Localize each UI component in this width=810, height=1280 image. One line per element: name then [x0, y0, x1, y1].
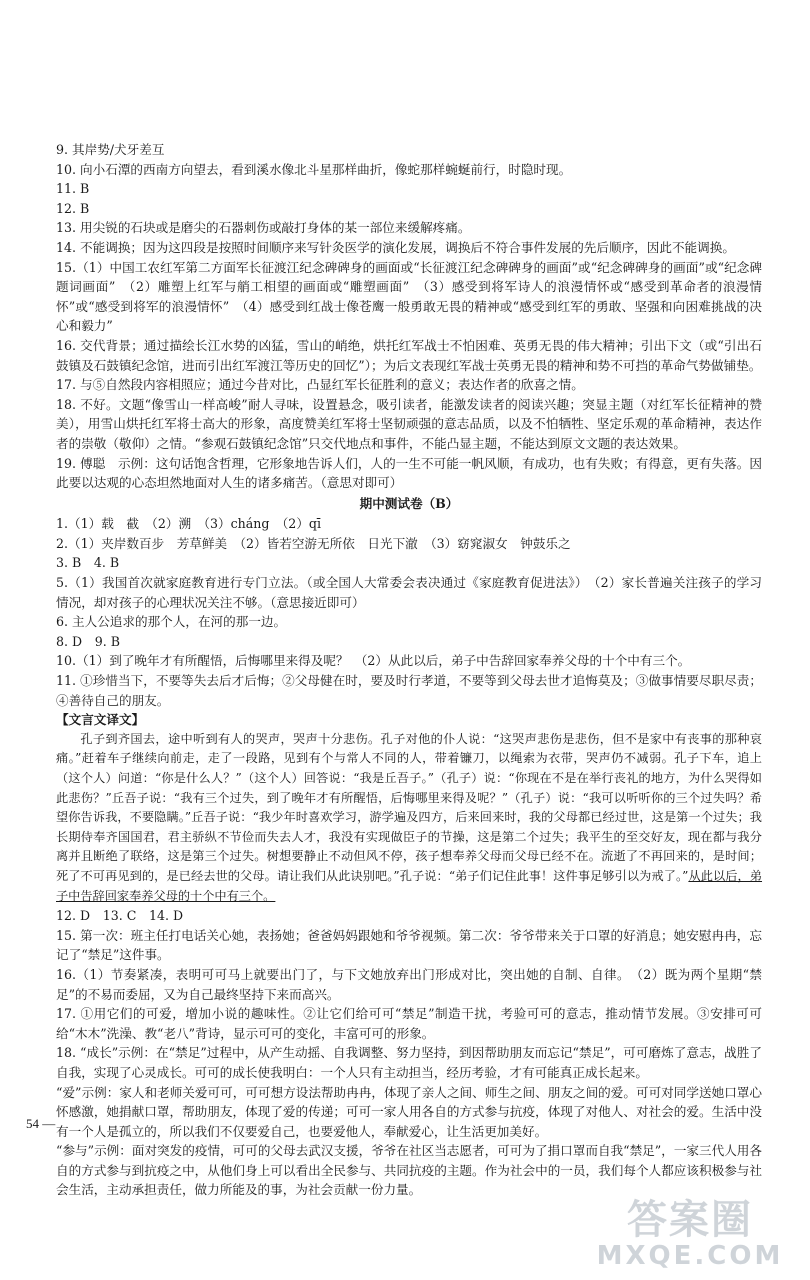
watermark-url: MXQE.COM: [596, 1241, 784, 1271]
answer-line: 10.（1）到了晚年才有所醒悟，后悔哪里来得及呢？ （2）从此以后，弟子中告辞回家奉养父母的十个中有三个。: [56, 653, 691, 669]
translation-tail: 从此以后，弟子中告辞回家奉养父母的十个中有三个。: [56, 868, 763, 903]
answer-line: 6. 主人公追求的那个人，在河的那一边。: [56, 614, 287, 630]
translation-body: 孔子到齐国去，途中听到有人的哭声，哭声十分悲伤。孔子对他的仆人说：“这哭声悲伤是悲伤，但不是家中有丧事的那种哀痛。”赶着车子继续向前走，走了一段路，见到有个与常人不同的人，带着镰刀，以绳索为衣带，哭声仍不减弱。孔子下车，追上（这个人）问道：“你是什么人？”（这个人）回答说：“我是丘吾子。”（孔子）说：“你现在不是在举行丧礼的地方，为什么哭得如此悲伤？”丘吾子说：“我有三个过失，到了晚年才有所醒悟，后悔哪里来得及呢？”（孔子）说：“我可以听听你的三个过失吗？希望你告诉我，不要隐瞒。”丘吾子说：“我少年时喜欢学习，游学遍及四方，后来回来时，我的父母都已经过世，这是第一个过失；我长期侍奉齐国国君，君主骄纵不节俭而失去人才，我没有实现做臣子的节操，这是第二个过失；我平生的至交好友，现在都与我分离并且断绝了联络，这是第三个过失。树想要静止不动但风不停，孩子想奉养父母而父母已经不在。流逝了不再回来的，是时间；死了不可再见到的，是已经去世的父母。请让我们从此诀别吧。”孔子说：“弟子们记住此事！这件事足够引以为戒了。”: [56, 731, 762, 883]
classical-translation: [56, 730, 762, 906]
answer-line: 19. 傅聪 示例：这句话饱含哲理，它形象地告诉人们，人的一生不可能一帆风顺，有成功，也有失败；有得意，更有失落。因此要以达观的心态坦然地面对人生的诸多痛苦。（意思对即可）: [56, 455, 762, 491]
answer-line: 2.（1）夹岸数百步 芳草鲜美 （2）皆若空游无所依 日光下澈 （3）窈窕淑女 钟鼓乐之: [56, 535, 571, 551]
answer-line: 16.（1）节奏紧凑，表明可可马上就要出门了，与下文她放弃出门形成对比，突出她的自制、自律。 （2）既为两个星期“禁足”的不易而委屈，又为自己最终坚持下来而高兴。: [56, 966, 762, 1002]
answer-line: “爱”示例：家人和老师关爱可可，可可想方设法帮助冉冉，体现了亲人之间、师生之间、朋友之间的爱。可可对同学送她口罩心怀感激，她捐献口罩，帮助朋友，体现了爱的传递；可可一家人用各自的方式参与抗疫，体现了对他人、对社会的爱。生活中没有一个人是孤立的，所以我们不仅要爱自己，也要爱他人，奉献爱心，让生活更加美好。: [56, 1084, 762, 1139]
answer-content: [56, 140, 762, 1200]
answer-line: 17. ①用它们的可爱，增加小说的趣味性。②让它们给可可“禁足”制造干扰，考验可可的意志，推动情节发展。③安排可可给“木木”洗澡、教“老八”背诗，显示可可的变化，丰富可可的形象。: [56, 1006, 762, 1041]
answer-line: 13. 用尖锐的石块或是磨尖的石器刺伤或敲打身体的某一部位来缓解疼痛。: [56, 220, 471, 236]
answer-line: 3. B 4. B: [56, 555, 120, 571]
section-heading: 【文言文译文】: [56, 712, 145, 728]
answer-line: 15. 第一次：班主任打电话关心她，表扬她；爸爸妈妈跟她和爷爷视频。第二次：爷爷带来关于口罩的好消息；她安慰冉冉，忘记了“禁足”这件事。: [56, 927, 762, 963]
answer-line: 15.（1）中国工农红军第二方面军长征渡江纪念碑碑身的画面或“长征渡江纪念碑碑身的画面”或“纪念碑碑身的画面”或“纪念碑题词画面” （2）雕塑上红军与艄工相望的画面或“雕塑画面” （3）感受到将军诗人的浪漫情怀或“感受到革命者的浪漫情怀”或“感受到将军的浪漫情怀” （4）感受到红战士像苍鹰一般勇敢无畏的精神或“感受到红军的勇敢、坚强和向困难挑战的决心和毅力”: [56, 259, 762, 334]
answer-line: 11. B: [56, 181, 90, 197]
answer-line: 18. “成长”示例：在“禁足”过程中，从产生动摇、自我调整、努力坚持，到因帮助朋友而忘记“禁足”，可可磨炼了意志，战胜了自我，实现了心灵成长。可可的成长使我明白：一个人只有主动担当，经历考验，才有可能真正成长起来。: [56, 1045, 762, 1080]
answer-line: 8. D 9. B: [56, 633, 120, 649]
answer-line: 5.（1）我国首次就家庭教育进行专门立法。（或全国人大常委会表决通过《家庭教育促进法》） （2）家长普遍关注孩子的学习情况，却对孩子的心理状况关注不够。（意思接近即可）: [56, 575, 762, 610]
answer-line: 18. 不好。文题“像雪山一样高峻”耐人寻味，设置悬念，吸引读者，能激发读者的阅读兴趣；突显主题（对红军长征精神的赞美），用雪山烘托红军将士高大的形象，高度赞美红军将士坚韧顽强的意志品质，以及不怕牺牲、坚定乐观的革命精神，表达作者的崇敬（敬仰）之情。“参观石鼓镇纪念馆”只交代地点和事件，不能凸显主题，不能达到原文文题的表达效果。: [56, 396, 762, 451]
watermark-logo: [590, 1198, 790, 1274]
answer-line: 9. 其岸势/犬牙差互: [56, 142, 165, 157]
answer-line: 10. 向小石潭的西南方向望去，看到溪水像北斗星那样曲折，像蛇那样蜿蜒前行，时隐时现。: [56, 161, 572, 177]
answer-line: “参与”示例：面对突发的疫情，可可的父母去武汉支援，爷爷在社区当志愿者，可可为了捐口罩而自我“禁足”，一家三代人用各自的方式参与到抗疫之中，从他们身上可以看出全民参与、共同抗疫的主题。作为社会中的一员，我们每个人都应该积极参与社会生活，主动承担责任，做力所能及的事，为社会贡献一份力量。: [56, 1143, 762, 1198]
answer-line: 16. 交代背景；通过描绘长江水势的凶猛，雪山的峭绝，烘托红军战士不怕困难、英勇无畏的伟大精神；引出下文（或“引出石鼓镇及石鼓镇纪念馆，进而引出红军渡江等历史的回忆”）；为后文表现红军战士英勇无畏的精神和势不可挡的革命气势做铺垫。: [56, 337, 762, 373]
exam-title: 期中测试卷（B）: [359, 495, 459, 511]
answer-line: 11. ①珍惜当下，不要等失去后才后悔；②父母健在时，要及时行孝道，不要等到父母去世才追悔莫及；③做事情要尽职尽责；④善待自己的朋友。: [56, 673, 762, 708]
watermark-brand: 答案圈: [627, 1197, 753, 1243]
answer-line: 14. 不能调换；因为这四段是按照时间顺序来写针灸医学的演化发展，调换后不符合事件发展的先后顺序，因此不能调换。: [56, 239, 735, 255]
answer-line: 1.（1）载 截 （2）溯 （3）cháng （2）qī: [56, 516, 322, 532]
answer-line: 12. B: [56, 200, 90, 216]
answer-line: 12. D 13. C 14. D: [56, 908, 184, 924]
answer-line: 17. 与⑤自然段内容相照应；通过今昔对比，凸显红军长征胜利的意义；表达作者的欣喜之情。: [56, 377, 584, 393]
page-number: 54 —: [26, 1116, 56, 1131]
